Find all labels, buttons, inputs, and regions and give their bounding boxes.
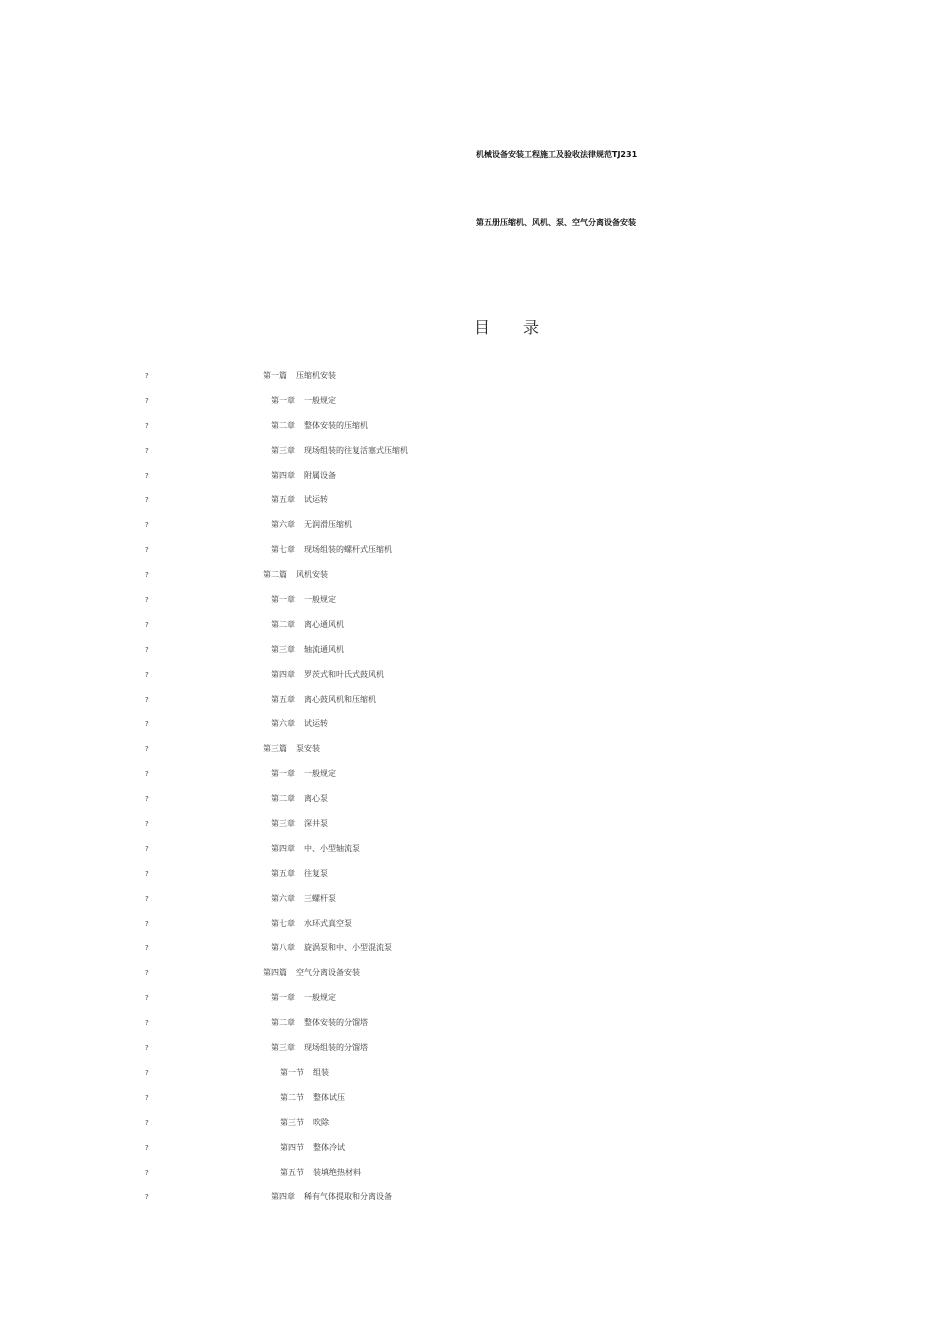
toc-entry-label: 第三章 <box>271 1043 295 1053</box>
toc-entry-text <box>271 692 376 708</box>
toc-entry-label: 第七章 <box>271 918 295 928</box>
toc-entry-title: 罗茨式和叶氏式鼓风机 <box>304 669 384 679</box>
toc-bullet: ? <box>145 1068 149 1077</box>
toc-bullet: ? <box>145 1118 149 1127</box>
toc-entry-label: 第三章 <box>271 819 295 829</box>
toc-entry[interactable] <box>0 592 950 617</box>
toc-entry-title: 整体安装的分馏塔 <box>304 1018 368 1028</box>
toc-entry-label: 第六章 <box>271 719 295 729</box>
toc-bullet: ? <box>145 596 149 605</box>
toc-bullet: ? <box>145 969 149 978</box>
toc-entry-title: 压缩机安装 <box>296 371 336 380</box>
toc-entry-title: 轴流通风机 <box>304 644 344 654</box>
toc-entry[interactable] <box>0 667 950 692</box>
toc-entry-text <box>271 1040 368 1056</box>
toc-entry-label: 第二篇 <box>263 570 287 580</box>
toc-entry-title: 离心泵 <box>304 794 328 804</box>
toc-entry-title: 试运转 <box>304 719 328 729</box>
toc-bullet: ? <box>145 1168 149 1177</box>
toc-entry-text <box>271 617 344 633</box>
toc-entry-text <box>271 916 352 932</box>
toc-entry-label: 第二章 <box>271 420 295 430</box>
toc-entry-text <box>280 1065 329 1081</box>
toc-entry-text <box>271 592 336 608</box>
toc-entry-label: 第一章 <box>271 769 295 779</box>
toc-entry-text <box>271 1189 392 1205</box>
toc-entry[interactable] <box>0 916 950 941</box>
toc-bullet: ? <box>145 1093 149 1102</box>
toc-list <box>0 368 950 1214</box>
toc-entry-title: 试运转 <box>304 495 328 505</box>
toc-entry[interactable] <box>0 1040 950 1065</box>
toc-entry[interactable] <box>0 1015 950 1040</box>
toc-bullet: ? <box>145 645 149 654</box>
toc-entry-title: 深井泵 <box>304 819 328 829</box>
toc-entry-title: 吹除 <box>313 1117 329 1127</box>
toc-entry-title: 三螺杆泵 <box>304 893 336 903</box>
toc-entry-title: 离心通风机 <box>304 619 344 629</box>
toc-entry-title: 泵安装 <box>296 744 320 754</box>
toc-entry-text <box>271 642 344 658</box>
toc-entry-text <box>271 418 368 434</box>
toc-heading-right: 录 <box>523 318 540 337</box>
toc-entry-text <box>263 567 328 583</box>
toc-entry-label: 第二章 <box>271 1018 295 1028</box>
toc-entry[interactable] <box>0 990 950 1015</box>
toc-entry-title: 水环式真空泵 <box>304 918 352 928</box>
toc-entry[interactable] <box>0 468 950 493</box>
toc-bullet: ? <box>145 1143 149 1152</box>
toc-entry-label: 第三节 <box>280 1117 304 1127</box>
toc-entry-text <box>271 716 328 732</box>
toc-entry[interactable] <box>0 393 950 418</box>
toc-entry[interactable] <box>0 1140 950 1165</box>
toc-bullet: ? <box>145 471 149 480</box>
toc-entry[interactable] <box>0 1065 950 1090</box>
toc-entry-label: 第三章 <box>271 644 295 654</box>
document-title: 机械设备安装工程施工及验收法律规范TJ231 <box>476 150 638 159</box>
toc-entry-label: 第三章 <box>271 445 295 455</box>
toc-bullet: ? <box>145 795 149 804</box>
toc-bullet: ? <box>145 1193 149 1202</box>
toc-entry-title: 整体试压 <box>313 1092 345 1102</box>
toc-entry-label: 第四篇 <box>263 968 287 978</box>
toc-bullet: ? <box>145 994 149 1003</box>
toc-entry-label: 第五章 <box>271 694 295 704</box>
toc-entry-label: 第四章 <box>271 843 295 853</box>
toc-entry[interactable] <box>0 816 950 841</box>
toc-entry-title: 一般规定 <box>304 395 336 405</box>
toc-entry-title: 一般规定 <box>304 595 336 605</box>
toc-entry-text <box>280 1115 329 1131</box>
toc-entry[interactable] <box>0 492 950 517</box>
toc-entry[interactable] <box>0 891 950 916</box>
toc-entry[interactable] <box>0 1115 950 1140</box>
toc-entry-label: 第五节 <box>280 1167 304 1177</box>
toc-entry-label: 第六章 <box>271 893 295 903</box>
toc-entry[interactable] <box>0 542 950 567</box>
toc-bullet: ? <box>145 944 149 953</box>
toc-entry-text <box>271 393 336 409</box>
toc-entry-title: 空气分离设备安装 <box>296 968 360 978</box>
toc-entry-label: 第八章 <box>271 943 295 953</box>
toc-entry-text <box>271 866 328 882</box>
toc-entry-label: 第一章 <box>271 395 295 405</box>
toc-bullet: ? <box>145 571 149 580</box>
toc-entry-title: 现场组装的分馏塔 <box>304 1043 368 1053</box>
toc-bullet: ? <box>145 745 149 754</box>
toc-entry[interactable] <box>0 642 950 667</box>
toc-entry-text <box>280 1090 345 1106</box>
toc-heading-left: 目 <box>474 318 491 337</box>
toc-entry-label: 第四章 <box>271 669 295 679</box>
toc-entry-text <box>271 990 336 1006</box>
toc-entry-label: 第一章 <box>271 993 295 1003</box>
toc-entry[interactable] <box>0 692 950 717</box>
toc-bullet: ? <box>145 496 149 505</box>
toc-bullet: ? <box>145 372 149 380</box>
toc-entry-text <box>271 492 328 508</box>
toc-heading <box>474 315 539 338</box>
toc-entry-title: 离心鼓风机和压缩机 <box>304 694 376 704</box>
toc-entry-title: 无润滑压缩机 <box>304 520 352 530</box>
toc-entry[interactable] <box>0 443 950 468</box>
toc-entry-label: 第三篇 <box>263 744 287 754</box>
toc-entry-label: 第一篇 <box>263 371 287 380</box>
toc-bullet: ? <box>145 546 149 555</box>
toc-entry[interactable] <box>0 766 950 791</box>
toc-entry[interactable] <box>0 567 950 592</box>
toc-entry-label: 第六章 <box>271 520 295 530</box>
toc-entry-label: 第七章 <box>271 545 295 555</box>
toc-entry[interactable] <box>0 368 950 393</box>
toc-entry-title: 整体安装的压缩机 <box>304 420 368 430</box>
toc-entry-title: 附属设备 <box>304 470 336 480</box>
toc-entry-title: 中、小型轴流泵 <box>304 843 360 853</box>
toc-entry-text <box>271 1015 368 1031</box>
toc-entry-text <box>271 443 408 459</box>
toc-entry-title: 组装 <box>313 1067 329 1077</box>
toc-entry-label: 第五章 <box>271 495 295 505</box>
toc-entry-label: 第四章 <box>271 1192 295 1202</box>
toc-entry-title: 一般规定 <box>304 769 336 779</box>
toc-entry-label: 第五章 <box>271 868 295 878</box>
toc-bullet: ? <box>145 670 149 679</box>
toc-entry[interactable] <box>0 716 950 741</box>
toc-entry-text <box>271 791 328 807</box>
toc-bullet: ? <box>145 770 149 779</box>
toc-entry[interactable] <box>0 1189 950 1214</box>
toc-entry-text <box>280 1140 345 1156</box>
toc-entry-title: 现场组装的往复活塞式压缩机 <box>304 445 408 455</box>
toc-bullet: ? <box>145 869 149 878</box>
toc-entry[interactable] <box>0 1090 950 1115</box>
toc-entry-title: 现场组装的螺杆式压缩机 <box>304 545 392 555</box>
toc-entry-title: 装填绝热材料 <box>313 1167 361 1177</box>
toc-bullet: ? <box>145 421 149 430</box>
toc-entry[interactable] <box>0 841 950 866</box>
toc-entry-title: 稀有气体提取和分离设备 <box>304 1192 392 1202</box>
toc-entry[interactable] <box>0 791 950 816</box>
toc-entry-label: 第一章 <box>271 595 295 605</box>
toc-entry-text <box>271 841 360 857</box>
toc-bullet: ? <box>145 695 149 704</box>
toc-entry-text <box>271 667 384 683</box>
toc-bullet: ? <box>145 844 149 853</box>
toc-entry-text <box>271 468 336 484</box>
toc-entry-label: 第四节 <box>280 1142 304 1152</box>
toc-entry-label: 第四章 <box>271 470 295 480</box>
toc-entry-text <box>263 368 336 384</box>
toc-entry-title: 风机安装 <box>296 570 328 580</box>
toc-entry[interactable] <box>0 418 950 443</box>
toc-entry-text <box>263 965 360 981</box>
toc-entry-label: 第二章 <box>271 794 295 804</box>
toc-entry-label: 第一节 <box>280 1067 304 1077</box>
toc-entry-label: 第二章 <box>271 619 295 629</box>
toc-entry[interactable] <box>0 866 950 891</box>
toc-entry-title: 旋涡泵和中、小型混流泵 <box>304 943 392 953</box>
document-subtitle: 第五册压缩机、风机、泵、空气分离设备安装 <box>476 218 636 227</box>
toc-bullet: ? <box>145 1019 149 1028</box>
toc-bullet: ? <box>145 1044 149 1053</box>
toc-bullet: ? <box>145 720 149 729</box>
toc-bullet: ? <box>145 521 149 530</box>
toc-entry[interactable] <box>0 1165 950 1190</box>
toc-entry-label: 第二节 <box>280 1092 304 1102</box>
toc-entry-text <box>263 741 320 757</box>
toc-bullet: ? <box>145 396 149 405</box>
toc-entry-text <box>280 1165 361 1181</box>
toc-entry[interactable] <box>0 741 950 766</box>
toc-entry[interactable] <box>0 965 950 990</box>
toc-entry-text <box>271 542 392 558</box>
toc-entry-text <box>271 891 336 907</box>
toc-entry[interactable] <box>0 517 950 542</box>
toc-entry-text <box>271 940 392 956</box>
toc-entry-title: 整体冷试 <box>313 1142 345 1152</box>
toc-entry-title: 往复泵 <box>304 868 328 878</box>
toc-entry-title: 一般规定 <box>304 993 336 1003</box>
toc-bullet: ? <box>145 446 149 455</box>
toc-entry[interactable] <box>0 617 950 642</box>
toc-bullet: ? <box>145 620 149 629</box>
toc-entry-text <box>271 517 352 533</box>
toc-bullet: ? <box>145 919 149 928</box>
toc-entry[interactable] <box>0 940 950 965</box>
toc-bullet: ? <box>145 820 149 829</box>
toc-bullet: ? <box>145 894 149 903</box>
toc-entry-text <box>271 816 328 832</box>
toc-entry-text <box>271 766 336 782</box>
